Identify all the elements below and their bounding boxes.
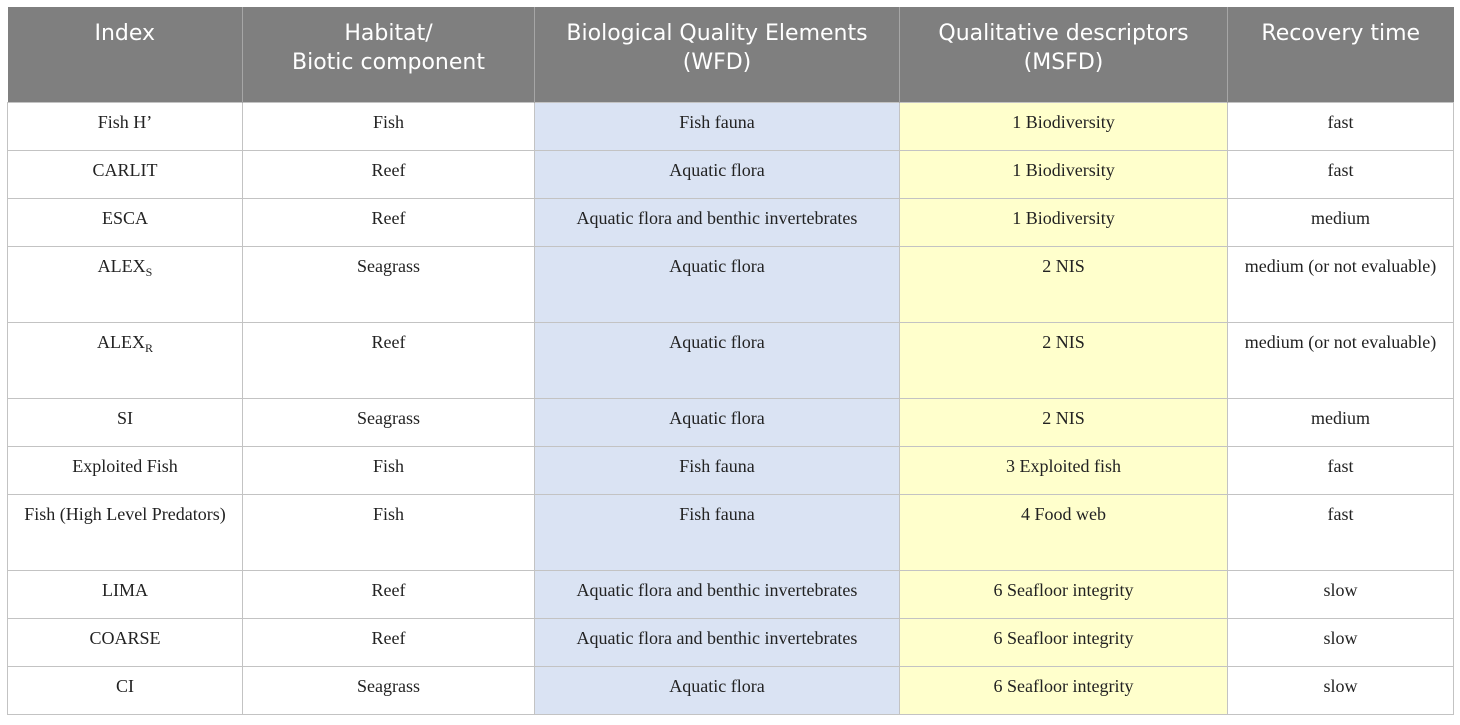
cell-bqe: Aquatic flora [535,666,900,714]
header-habitat-line2: Biotic component [292,50,485,75]
cell-qualitative-descriptor: 2 NIS [900,322,1228,398]
header-bqe [535,7,900,102]
cell-habitat: Fish [243,494,535,570]
table-header [8,7,1454,102]
cell-index: LIMA [8,570,243,618]
table-body [8,102,1454,714]
table-row [8,322,1454,398]
table-row [8,446,1454,494]
cell-habitat: Reef [243,150,535,198]
table-row [8,102,1454,150]
cell-qualitative-descriptor: 1 Biodiversity [900,198,1228,246]
cell-habitat: Fish [243,446,535,494]
cell-recovery-time: slow [1228,666,1454,714]
header-habitat [243,7,535,102]
cell-recovery-time: fast [1228,102,1454,150]
cell-habitat: Seagrass [243,666,535,714]
cell-qualitative-descriptor: 1 Biodiversity [900,102,1228,150]
cell-recovery-time: slow [1228,618,1454,666]
cell-index: Exploited Fish [8,446,243,494]
index-subscript: S [145,264,153,279]
cell-bqe: Aquatic flora and benthic invertebrates [535,570,900,618]
cell-bqe: Aquatic flora [535,150,900,198]
table-row [8,618,1454,666]
cell-recovery-time: fast [1228,446,1454,494]
cell-bqe: Aquatic flora and benthic invertebrates [535,198,900,246]
header-bqe-line1: Biological Quality Elements [566,21,868,46]
cell-recovery-time: fast [1228,150,1454,198]
cell-qualitative-descriptor: 6 Seafloor integrity [900,618,1228,666]
cell-recovery-time: fast [1228,494,1454,570]
table-row [8,198,1454,246]
cell-recovery-time: medium (or not evaluable) [1228,246,1454,322]
header-qualitative-descriptors [900,7,1228,102]
table-row [8,150,1454,198]
table-row [8,666,1454,714]
table-row [8,246,1454,322]
cell-qualitative-descriptor: 2 NIS [900,246,1228,322]
table-row [8,398,1454,446]
cell-recovery-time: medium [1228,198,1454,246]
header-qd-line2: (MSFD) [1023,50,1104,75]
header-row [8,7,1454,102]
cell-index: $ALEX_R$ [8,322,243,398]
cell-recovery-time: medium [1228,398,1454,446]
header-index-label: Index [94,21,156,46]
cell-qualitative-descriptor: 3 Exploited fish [900,446,1228,494]
cell-index: CI [8,666,243,714]
cell-recovery-time: medium (or not evaluable) [1228,322,1454,398]
cell-recovery-time: slow [1228,570,1454,618]
cell-bqe: Aquatic flora [535,398,900,446]
cell-index: Fish H’ [8,102,243,150]
table-row [8,570,1454,618]
cell-habitat: Fish [243,102,535,150]
cell-bqe: Fish fauna [535,102,900,150]
header-habitat-line1: Habitat/ [344,21,433,46]
cell-habitat: Reef [243,322,535,398]
indices-table [7,7,1454,715]
cell-bqe: Aquatic flora [535,322,900,398]
cell-bqe: Fish fauna [535,494,900,570]
cell-habitat: Reef [243,198,535,246]
cell-index: COARSE [8,618,243,666]
cell-qualitative-descriptor: 4 Food web [900,494,1228,570]
header-bqe-line2: (WFD) [682,50,752,75]
cell-bqe: Aquatic flora [535,246,900,322]
cell-qualitative-descriptor: 2 NIS [900,398,1228,446]
cell-habitat: Reef [243,618,535,666]
cell-index: $ALEX_S$ [8,246,243,322]
cell-bqe: Fish fauna [535,446,900,494]
cell-index: Fish (High Level Predators) [8,494,243,570]
cell-habitat: Seagrass [243,398,535,446]
cell-qualitative-descriptor: 6 Seafloor integrity [900,666,1228,714]
cell-qualitative-descriptor: 1 Biodiversity [900,150,1228,198]
cell-habitat: Seagrass [243,246,535,322]
index-subscript: R [144,340,153,355]
header-qd-line1: Qualitative descriptors [938,21,1189,46]
header-index [8,7,243,102]
cell-habitat: Reef [243,570,535,618]
cell-qualitative-descriptor: 6 Seafloor integrity [900,570,1228,618]
header-recovery-label: Recovery time [1261,21,1421,46]
cell-index: ESCA [8,198,243,246]
cell-index: CARLIT [8,150,243,198]
table-row [8,494,1454,570]
cell-index: SI [8,398,243,446]
cell-bqe: Aquatic flora and benthic invertebrates [535,618,900,666]
header-recovery-time [1228,7,1454,102]
